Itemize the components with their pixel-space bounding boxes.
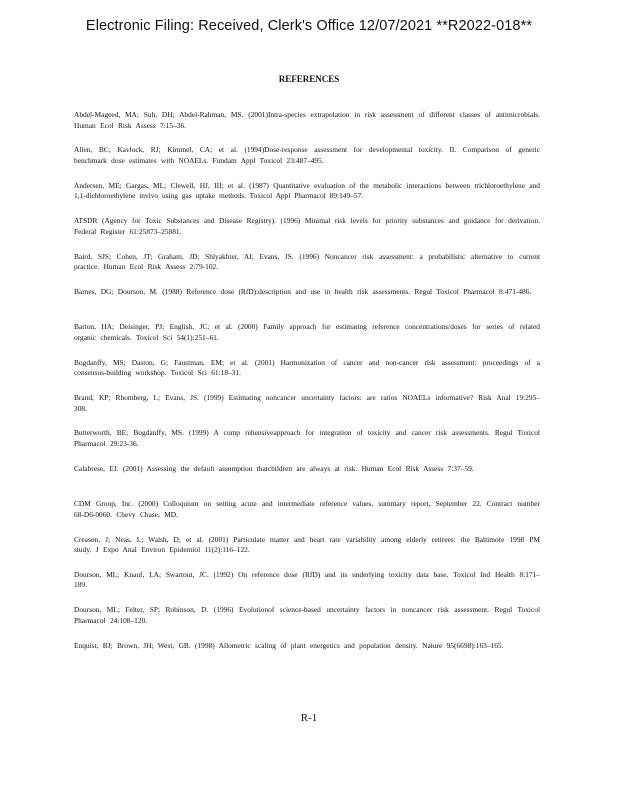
- reference-entry: Bogdanffy, MS; Daston, G; Faustman, EM; et al. (2001) Harmonization of cancer and non-cancer risk assessment: proceedings of a consensus-building workshop. Toxicol Sci 61:18–31.: [74, 357, 540, 378]
- reference-entry: Calabrese, EJ. (2001) Assessing the default assumption thatchildren are always at risk. Human Ecol Risk Assess 7:37–59.: [74, 463, 474, 473]
- reference-entry: ATSDR (Agency for Toxic Substances and Disease Registry). (1996) Minimal risk levels for priority substances and guidance for derivation. Federal Register 61:25873–25881.: [74, 216, 540, 236]
- reference-entry: Abdel-Mageed, MA; Suh, DH; Abdel-Rahman, MS. (2001)Intra-species extrapolation in risk assessment of different classes of antimicrobials. Human Ecol Risk Assess 7:15–36.: [74, 110, 540, 130]
- reference-entry: Brand, KP; Rhomberg, L; Evans, JS. (1999) Estimating noncancer uncertainty factors: are ratios NOAELs informative? Risk Anal 19:295–308.: [74, 393, 540, 413]
- reference-entry: Andersen, ME; Gargas, ML; Clewell, HJ, III; et al. (1987) Quantitative evaluation of the metabolic interactions between trichloroethylene and 1,1-dichloroethylene invivo using gas uptake methods. Toxicol Appl Pharmacol 89:149–57.: [74, 180, 540, 201]
- reference-entry: CDM Group, Inc. (2000) Colloquium on setting acute and intermediate reference values, summary report, September 22. Contract number 68-D6-0060. Chevy Chase, MD.: [74, 499, 540, 519]
- page-number: R-1: [300, 712, 318, 724]
- filing-stamp-header: Electronic Filing: Received, Clerk's Office 12/07/2021 **R2022-018**: [85, 18, 533, 34]
- reference-entry: Barton, HA; Deisinger, PJ; English, JC; et al. (2000) Family approach for estimating reference concentrations/doses for series of related organic chemicals. Toxicol Sci 54(1):251–61.: [74, 322, 540, 342]
- reference-entry: Baird, SJS; Cohen, JT; Graham, JD; Shlyakhter, AI; Evans, JS. (1996) Noncancer risk assessment: a probabilistic alternative to current practice. Human Ecol Risk Assess 2:79-102.: [74, 251, 540, 272]
- reference-entry: Enquist, BJ; Brown, JH; West, GB. (1998) Allometric scaling of plant energetics and population density. Nature 95(6698):163–165.: [74, 640, 504, 650]
- references-list: [74, 110, 540, 676]
- references-heading: REFERENCES: [278, 74, 340, 84]
- reference-entry: Dourson, ML; Felter, SP; Robinson, D. (1996) Evolutionof science-based uncertainty factors in noncancer risk assessment. Regul Toxicol Pharmacol 24:108–120.: [74, 605, 540, 625]
- reference-entry: Barnes, DG; Dourson, M. (1988) Reference dose (RfD):description and use in health risk assessments. Regul Toxicol Pharmacol 8:471-486.: [74, 286, 532, 296]
- reference-entry: Allen, BC; Kavlock, RJ; Kimmel, CA; et al. (1994)Dose-response assessment for developmental toxicity. II. Comparison of generic benchmark dose estimates with NOAELs. Fundam Appl Toxicol 23:487–495.: [74, 145, 540, 165]
- reference-entry: Dourson, ML; Knauf, LA; Swartout, JC. (1992) On reference dose (RfD) and its underlying toxicity data base. Toxicol Ind Health 8:171–189.: [74, 569, 540, 590]
- reference-entry: Butterworth, BE; Bogdanffy, MS. (1999) A comp rehensiveapproach for integration of toxicity and cancer risk assessments. Regul Toxicol Pharmacol 29:23-36.: [74, 428, 540, 448]
- reference-entry: Creason, J; Neas, L; Walsh, D; et al. (2001) Particulate matter and heart rate variability among elderly retirees: the Baltimore 1998 PM study. J Expo Anal Environ Epidemiol 11(2):116–122.: [74, 534, 540, 555]
